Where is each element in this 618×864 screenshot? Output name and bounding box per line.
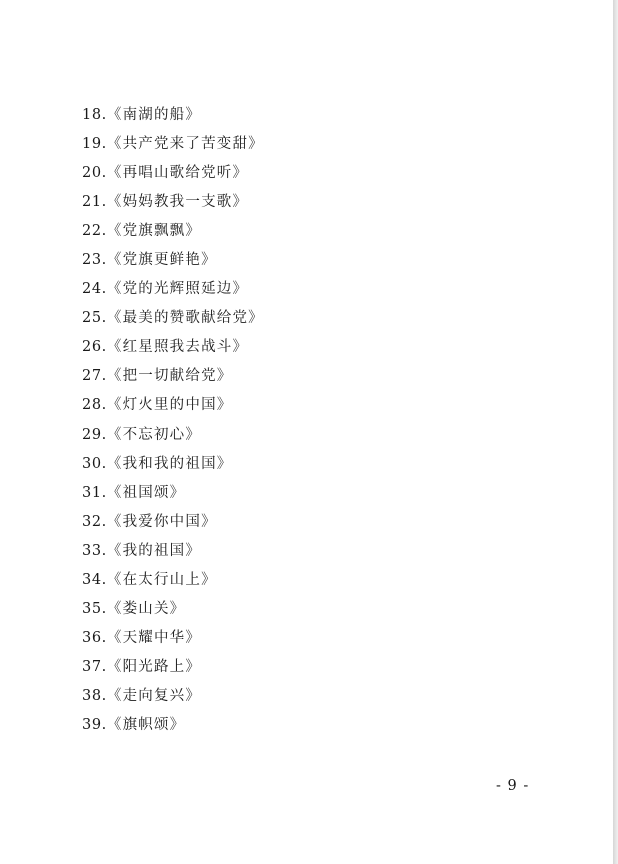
song-number: 34. [82, 571, 107, 588]
song-title: 《在太行山上》 [106, 571, 217, 588]
song-number: 38. [82, 687, 107, 704]
song-number: 24. [82, 281, 107, 298]
list-item [82, 217, 264, 246]
song-title: 《妈妈教我一支歌》 [106, 194, 249, 211]
song-number: 30. [82, 455, 107, 472]
list-item [82, 711, 264, 740]
song-number: 32. [82, 513, 107, 530]
list-item [82, 159, 264, 188]
song-number: 18. [82, 107, 107, 123]
list-item [82, 479, 264, 508]
list-item [82, 275, 264, 304]
song-number: 28. [82, 397, 107, 414]
list-item [82, 421, 264, 450]
song-number: 19. [82, 136, 107, 153]
list-item [82, 595, 264, 624]
song-title: 《党的光辉照延边》 [106, 281, 249, 298]
song-number: 31. [82, 484, 107, 501]
song-title: 《共产党来了苦变甜》 [106, 136, 264, 153]
page-edge-shadow [613, 0, 618, 864]
list-item [82, 682, 264, 711]
list-item [82, 246, 264, 275]
song-number: 21. [82, 194, 107, 211]
list-item [82, 624, 264, 653]
list-item [82, 508, 264, 537]
list-item [82, 566, 264, 595]
list-item [82, 391, 264, 420]
list-item [82, 188, 264, 217]
song-number: 20. [82, 165, 107, 182]
list-item [82, 362, 264, 391]
list-item [82, 130, 264, 159]
song-title: 《再唱山歌给党听》 [106, 165, 249, 182]
song-number: 35. [82, 600, 107, 617]
song-number: 26. [82, 339, 107, 356]
song-list [82, 101, 264, 740]
song-number: 36. [82, 629, 107, 646]
song-title: 《把一切献给党》 [106, 368, 233, 385]
list-item [82, 537, 264, 566]
song-title: 《阳光路上》 [106, 658, 202, 675]
song-title: 《我爱你中国》 [106, 513, 217, 530]
song-title: 《不忘初心》 [106, 426, 202, 443]
song-title: 《天耀中华》 [106, 629, 202, 646]
song-title: 《我和我的祖国》 [106, 455, 233, 472]
song-number: 39. [82, 716, 107, 733]
list-item [82, 333, 264, 362]
song-number: 33. [82, 542, 107, 559]
song-title: 《党旗飘飘》 [106, 223, 202, 240]
song-title: 《旗帜颂》 [106, 716, 186, 733]
song-number: 23. [82, 252, 107, 269]
list-item [82, 304, 264, 333]
song-title: 《娄山关》 [106, 600, 186, 617]
song-number: 29. [82, 426, 107, 443]
list-item [82, 450, 264, 479]
song-title: 《灯火里的中国》 [106, 397, 233, 414]
song-number: 25. [82, 310, 107, 327]
song-number: 27. [82, 368, 107, 385]
song-title: 《红星照我去战斗》 [106, 339, 249, 356]
song-number: 37. [82, 658, 107, 675]
song-title: 《党旗更鲜艳》 [106, 252, 217, 269]
song-title: 《我的祖国》 [106, 542, 202, 559]
list-item [82, 101, 264, 130]
song-title: 《南湖的船》 [106, 107, 202, 123]
song-title: 《最美的赞歌献给党》 [106, 310, 264, 327]
page-number: - 9 - [496, 778, 530, 794]
song-title: 《走向复兴》 [106, 687, 202, 704]
song-number: 22. [82, 223, 107, 240]
list-item [82, 653, 264, 682]
song-title: 《祖国颂》 [106, 484, 186, 501]
